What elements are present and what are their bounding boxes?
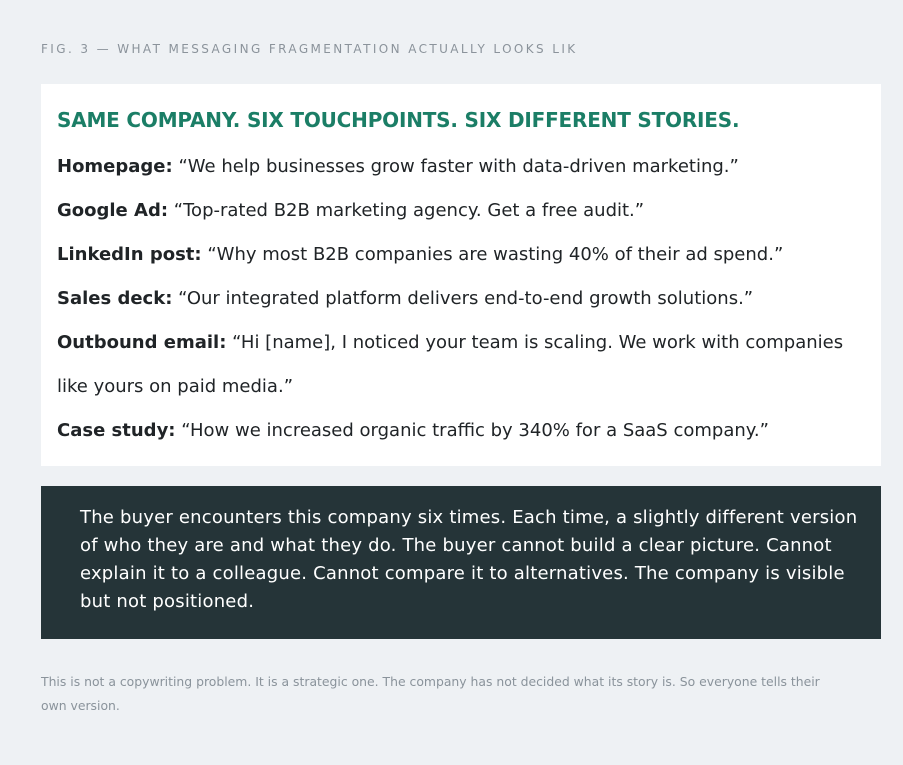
touchpoint-quote: “Hi [name], I noticed your team is scaling. We work with companies like yours on paid media.”	[57, 332, 844, 397]
touchpoint-sales-deck	[57, 277, 872, 321]
figure-caption: FIG. 3 — WHAT MESSAGING FRAGMENTATION ACTUALLY LOOKS LIK	[41, 42, 578, 56]
footnote: This is not a copywriting problem. It is a strategic one. The company has not decided what its story is. So everyone tells their own version.	[41, 674, 820, 713]
touchpoint-label: Outbound email:	[57, 332, 227, 353]
touchpoint-google-ad	[57, 189, 872, 233]
callout-box	[41, 486, 881, 639]
touchpoint-quote: “How we increased organic traffic by 340% for a SaaS company.”	[181, 420, 769, 441]
touchpoint-label: Sales deck:	[57, 288, 173, 309]
touchpoint-quote: “Why most B2B companies are wasting 40% of their ad spend.”	[207, 244, 784, 265]
callout-text: The buyer encounters this company six times. Each time, a slightly different version of who they are and what they do. The buyer cannot build a clear picture. Cannot explain it to a colleague. Cannot compare it to alternatives. The company is visible but not positioned.	[80, 507, 858, 612]
touchpoints-card	[41, 84, 881, 466]
touchpoint-homepage	[57, 145, 872, 189]
touchpoint-label: Google Ad:	[57, 200, 169, 221]
touchpoint-label: Homepage:	[57, 156, 173, 177]
touchpoint-quote: “Our integrated platform delivers end-to-end growth solutions.”	[178, 288, 754, 309]
touchpoint-list	[57, 145, 872, 453]
touchpoint-quote: “We help businesses grow faster with data-driven marketing.”	[178, 156, 739, 177]
touchpoint-label: LinkedIn post:	[57, 244, 202, 265]
card-title: SAME COMPANY. SIX TOUCHPOINTS. SIX DIFFERENT STORIES.	[57, 108, 740, 132]
touchpoint-outbound-email	[57, 321, 872, 409]
touchpoint-case-study	[57, 409, 872, 453]
touchpoint-label: Case study:	[57, 420, 176, 441]
touchpoint-linkedin-post	[57, 233, 872, 277]
touchpoint-quote: “Top-rated B2B marketing agency. Get a free audit.”	[173, 200, 645, 221]
